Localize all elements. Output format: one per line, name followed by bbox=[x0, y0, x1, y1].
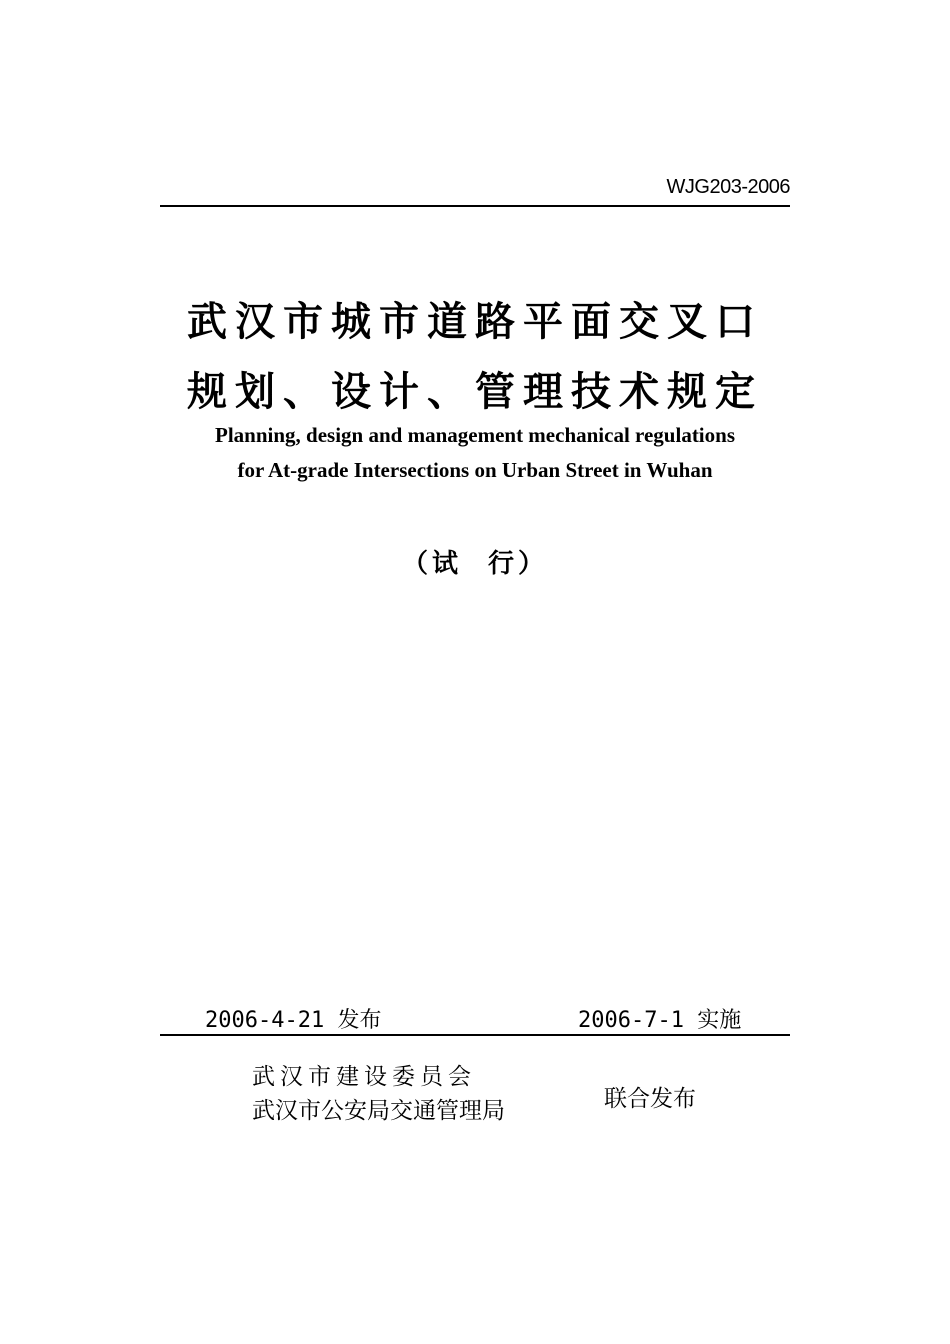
english-title-line-1: Planning, design and management mechanical regulations bbox=[215, 423, 735, 447]
bottom-divider bbox=[160, 1034, 790, 1036]
trial-status: （试 行） bbox=[401, 549, 549, 579]
top-divider bbox=[160, 205, 790, 207]
issuer-traffic-management-bureau: 武汉市公安局交通管理局 bbox=[252, 1098, 505, 1124]
joint-publication-label: 联合发布 bbox=[604, 1086, 696, 1112]
chinese-title-line-1: 武汉市城市道路平面交叉口 bbox=[187, 298, 763, 345]
implementation-date: 2006-7-1 实施 bbox=[578, 1008, 742, 1033]
chinese-title-line-2: 规划、设计、管理技术规定 bbox=[187, 368, 763, 415]
issuer-construction-committee: 武汉市建设委员会 bbox=[252, 1064, 476, 1090]
issue-date: 2006-4-21 发布 bbox=[205, 1008, 382, 1033]
english-title-line-2: for At-grade Intersections on Urban Street in Wuhan bbox=[237, 458, 713, 482]
standard-code: WJG203-2006 bbox=[666, 176, 790, 198]
